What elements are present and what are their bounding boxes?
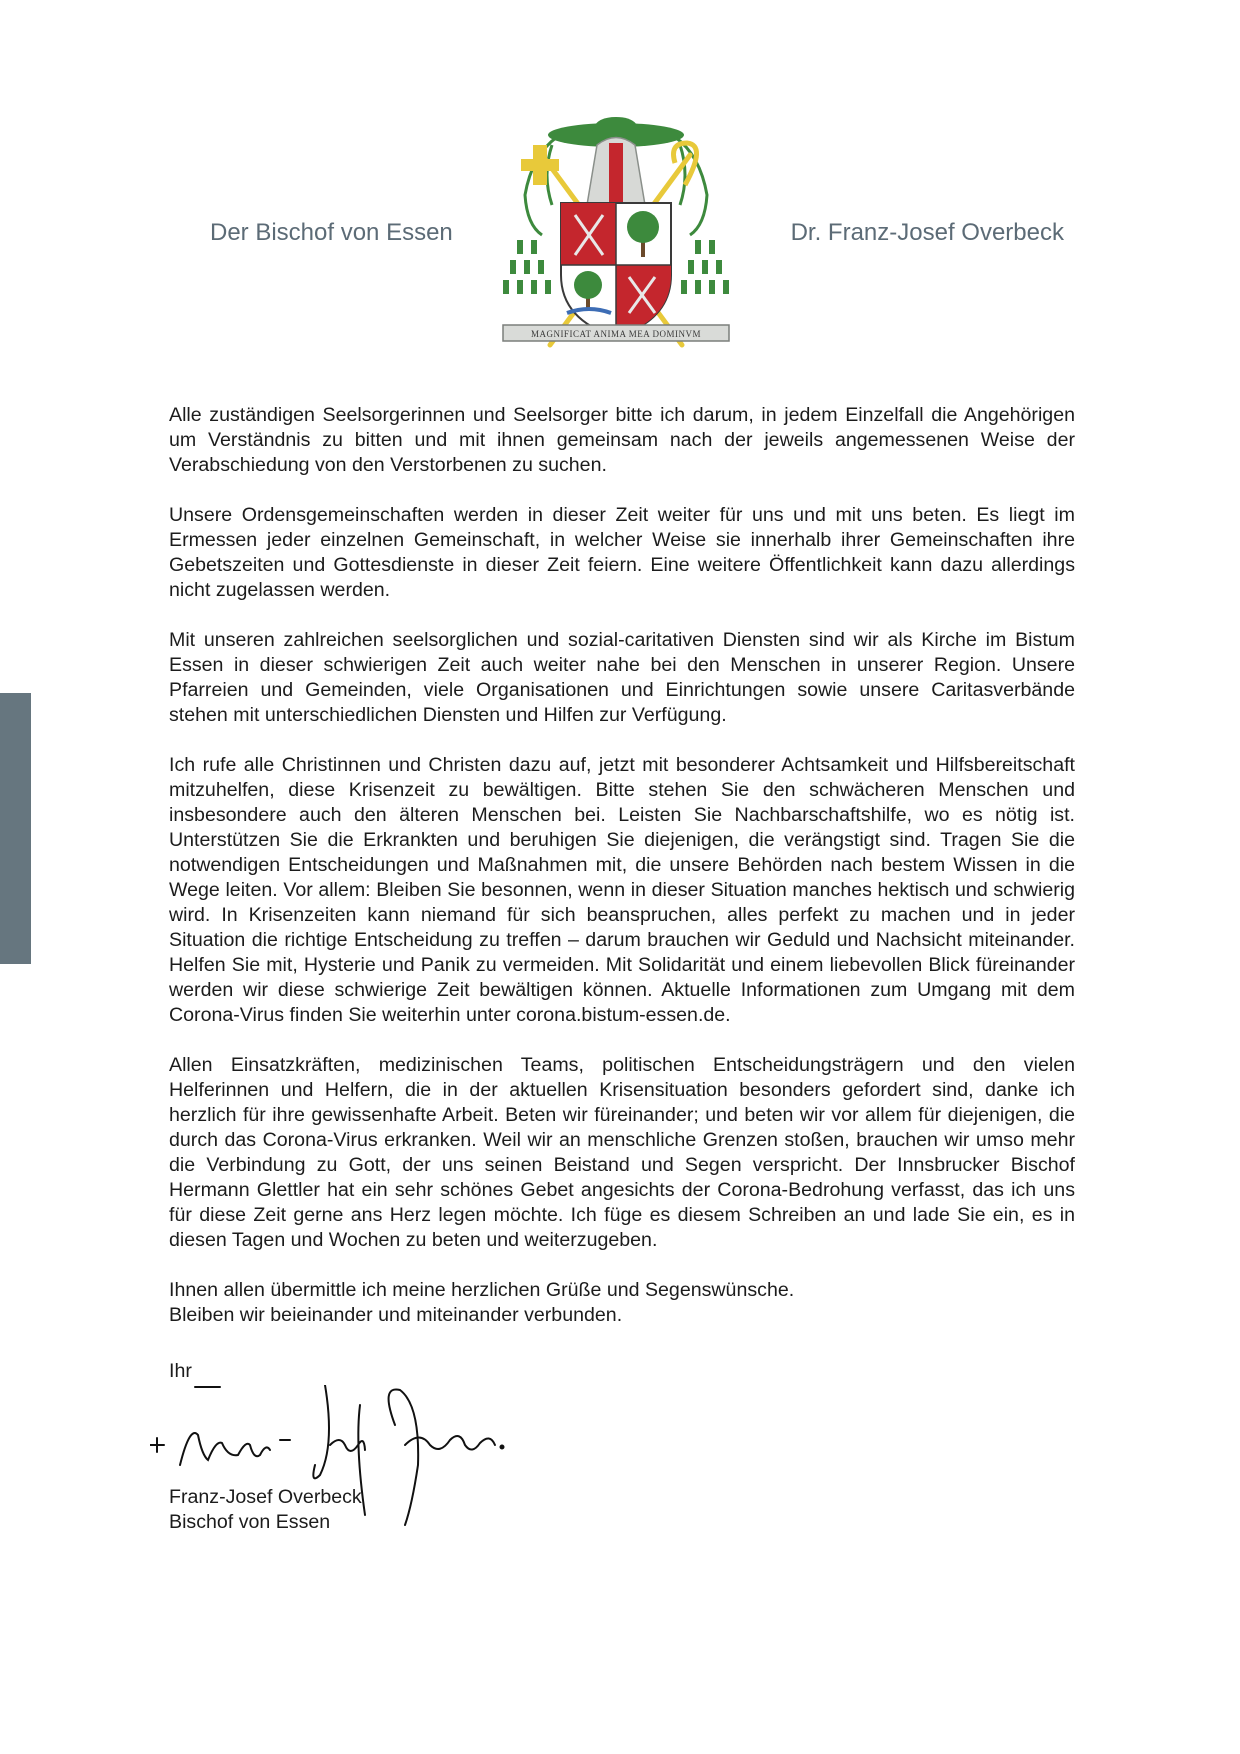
signer-role: Bischof von Essen (169, 1511, 331, 1533)
signature-block (169, 1485, 362, 1535)
paragraph: Allen Einsatzkräften, medizinischen Teams, politischen Entscheidungsträgern und den vielen Helferinnen und Helfern, die in der aktuellen Krisensituation besonders gefordert sind, danke ich herzlich für ihre gewissenhafte Arbeit. Beten wir füreinander; und beten wir vor allem für diejenigen, die durch das Corona-Virus erkranken. Weil wir an menschliche Grenzen stoßen, brauchen wir umso mehr die Verbindung zu Gott, der uns seinen Beistand und Segen verspricht. Der Innsbrucker Bischof Hermann Glettler hat ein sehr schönes Gebet angesichts der Corona-Bedrohung verfasst, das ich uns für diese Zeit gerne ans Herz legen möchte. Ich füge es diesem Schreiben an und lade Sie ein, es in diesen Tagen und Wochen zu beten und weiterzugeben. (169, 1054, 1075, 1251)
side-accent-bar (0, 693, 31, 964)
coat-of-arms-icon (497, 115, 735, 355)
paragraph: Mit unseren zahlreichen seelsorglichen und sozial-caritativen Diensten sind wir als Kirche im Bistum Essen in dieser schwierigen Zeit auch weiter nahe bei den Menschen in unserer Region. Unsere Pfarreien und Gemeinden, viele Organisationen und Einrichtungen sowie unsere Caritasverbände stehen mit unterschiedlichen Diensten und Hilfen zur Verfügung. (169, 629, 1075, 726)
header-bishop-name: Dr. Franz-Josef Overbeck (790, 219, 1064, 246)
header-bishop-title: Der Bischof von Essen (210, 219, 453, 246)
closing-line: Bleiben wir beieinander und miteinander verbunden. (169, 1304, 623, 1326)
svg-text:MAGNIFICAT ANIMA MEA DOMINVM: MAGNIFICAT ANIMA MEA DOMINVM (530, 329, 702, 339)
closing-line: Ihnen allen übermittle ich meine herzlichen Grüße und Segenswünsche. (169, 1279, 795, 1301)
paragraph: Alle zuständigen Seelsorgerinnen und Seelsorger bitte ich darum, in jedem Einzelfall die Angehörigen um Verständnis zu bitten und mit ihnen gemeinsam nach der jeweils angemessenen Weise der Verabschiedung von den Verstorbenen zu suchen. (169, 404, 1075, 476)
salutation: Ihr (169, 1360, 192, 1382)
closing-paragraph (169, 1278, 1075, 1328)
paragraph: Ich rufe alle Christinnen und Christen dazu auf, jetzt mit besonderer Achtsamkeit und Hilfsbereitschaft mitzuhelfen, diese Krisenzeit zu bewältigen. Bitte stehen Sie den schwächeren Menschen und insbesondere auch den älteren Menschen bei. Leisten Sie Nachbarschaftshilfe, wo es nötig ist. Unterstützen Sie die Erkrankten und beruhigen Sie diejenigen, die verängstigt sind. Tragen Sie die notwendigen Entscheidungen und Maßnahmen mit, die unsere Behörden nach bestem Wissen in die Wege leiten. Vor allem: Bleiben Sie besonnen, wenn in dieser Situation manches hektisch und schwierig wird. In Krisenzeiten kann niemand für sich beanspruchen, alles perfekt zu machen und in jeder Situation die richtige Entscheidung zu treffen – darum brauchen wir Geduld und Nachsicht miteinander. Helfen Sie mit, Hysterie und Panik zu vermeiden. Mit Solidarität und einem liebevollen Blick füreinander werden wir diese schwierige Zeit bewältigen können. Aktuelle Informationen zum Umgang mit dem Corona-Virus finden Sie weiterhin unter corona.bistum-essen.de. (169, 754, 1075, 1026)
signer-name: Franz-Josef Overbeck (169, 1486, 362, 1508)
paragraph: Unsere Ordensgemeinschaften werden in dieser Zeit weiter für uns und mit uns beten. Es liegt im Ermessen jeder einzelnen Gemeinschaft, in welcher Weise sie innerhalb ihrer Gemeinschaften ihre Gebetszeiten und Gottesdienste in dieser Zeit feiern. Eine weitere Öffentlichkeit kann dazu allerdings nicht zugelassen werden. (169, 504, 1075, 601)
letter-body (169, 403, 1075, 1353)
